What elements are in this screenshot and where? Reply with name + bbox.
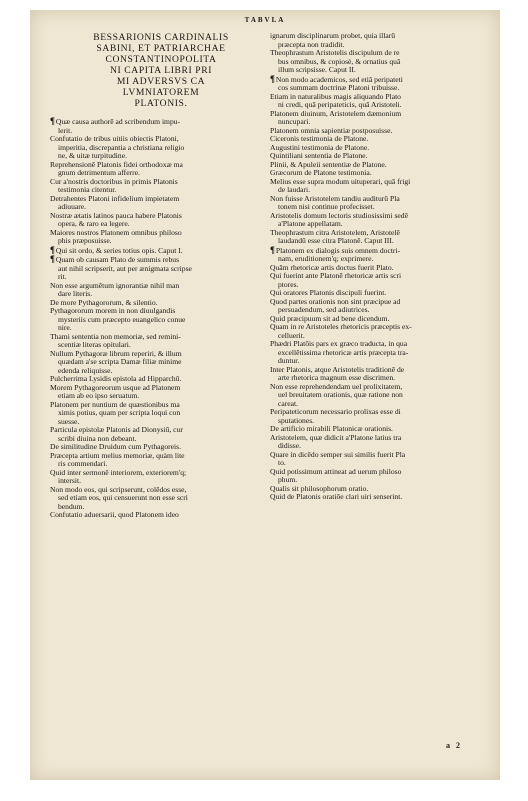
entry-line: arte rhetorica magnum esse discrimen. bbox=[278, 373, 396, 382]
entry-line: lerit. bbox=[58, 125, 73, 135]
entry-line: Qui oratores Platonis discipuli fuerint. bbox=[270, 288, 387, 297]
entry-line: Plinii, & Apuleii sententiæ de Platone. bbox=[270, 159, 387, 169]
entry-line: Particula epistolæ Platonis ad Dionysiū, cur bbox=[50, 425, 183, 434]
entry-line: phis præposuisse. bbox=[58, 236, 112, 245]
index-entry bbox=[270, 229, 492, 246]
entry-line: Præcepta artium melius memoriæ, quàm lite bbox=[50, 450, 185, 460]
index-entry bbox=[270, 93, 492, 110]
entry-line: mysteriis cum præcepto euangelico conue bbox=[58, 314, 186, 324]
entry-line: dare literis. bbox=[58, 289, 93, 298]
index-entry bbox=[50, 350, 260, 376]
entry-line: phum. bbox=[278, 475, 298, 484]
entry-line: gnum detrimentum afferre. bbox=[58, 168, 140, 177]
entry-line: Augustini testimonia de Platone. bbox=[270, 142, 370, 152]
entry-line: rit. bbox=[58, 272, 67, 281]
index-entry bbox=[270, 246, 492, 264]
entry-line: Quare in dicēdo semper sui similis fuerit Pla bbox=[270, 449, 406, 459]
index-entry bbox=[50, 246, 260, 256]
entry-line: opera, & raro ea legere. bbox=[58, 219, 130, 228]
entry-line: nam, eruditionem'q; exprimere. bbox=[278, 254, 374, 263]
entry-line: nire. bbox=[58, 323, 72, 332]
index-entry bbox=[270, 451, 492, 468]
entry-line: de laudari. bbox=[278, 185, 311, 194]
entry-line: scribi diuina non debeant. bbox=[58, 433, 137, 443]
entry-line: Pythagororum morem in non diuulgandis bbox=[50, 306, 176, 315]
index-entry bbox=[50, 452, 260, 469]
index-entry bbox=[270, 272, 492, 289]
entry-line: illum scripsisse. Caput II. bbox=[278, 65, 356, 74]
index-entry bbox=[270, 340, 492, 366]
index-entry bbox=[270, 493, 492, 502]
index-entry bbox=[50, 384, 260, 401]
entry-line: Morem Pythagoreorum usque ad Platonem bbox=[50, 382, 181, 392]
index-entry bbox=[50, 229, 260, 246]
entry-line: ¶ Non modo academicos, sed etiā peripateti bbox=[270, 75, 492, 85]
entry-line: Platonem diuinum, Aristotelem dæmonium bbox=[270, 108, 402, 118]
book-page bbox=[30, 10, 500, 780]
entry-line: adiuuare. bbox=[58, 202, 87, 211]
title-line: LVMNIATOREM bbox=[122, 87, 200, 98]
entry-line: sputationes. bbox=[278, 415, 315, 425]
entry-line: tonem nisi continue profecisset. bbox=[278, 202, 375, 211]
entry-line: Melius esse supra modum uituperari, quā frigi bbox=[270, 176, 411, 186]
entry-line: careat. bbox=[278, 398, 299, 408]
entry-line: Maiores nostros Platonem omnibus philoso bbox=[50, 227, 182, 237]
entry-line: Quām rhetoricæ artis doctus fuerit Plato. bbox=[270, 262, 394, 272]
entry-line: Pulcherrima Lysidis epistola ad Hipparchū. bbox=[50, 374, 182, 383]
left-column bbox=[50, 32, 260, 520]
title-line: SABINI, ET PATRIARCHAE bbox=[96, 43, 226, 54]
index-entry bbox=[270, 434, 492, 451]
entry-line: Qui fuerint ante Platonē rhetoricæ artis scri bbox=[270, 271, 402, 280]
entry-line: bendum. bbox=[58, 501, 85, 511]
entry-line: Reprehensionē Platonis fidei orthodoxæ ma bbox=[50, 159, 183, 169]
entry-line: Nullum Pythagoræ librum reperiri, & illum bbox=[50, 348, 182, 358]
entry-line: Platonem per nuntium de quæstionibus ma bbox=[50, 399, 180, 409]
entry-line: ¶ Quam ob causam Plato de summis rebus bbox=[50, 255, 260, 265]
entry-line: Detrahentes Platoni infidelium impietatem bbox=[50, 193, 180, 203]
right-entry-list bbox=[270, 32, 492, 502]
index-entry bbox=[270, 323, 492, 340]
entry-line: Quintiliani sententia de Platone. bbox=[270, 151, 368, 160]
index-entry bbox=[50, 307, 260, 333]
index-entry bbox=[270, 49, 492, 75]
entry-line: laudandū esse citra Platonē. Caput III. bbox=[278, 236, 394, 245]
entry-line: Cur a'nostris doctoribus in primis Platonis bbox=[50, 176, 178, 186]
entry-line: Non fuisse Aristotelem tandiu auditurū Pla bbox=[270, 193, 400, 203]
entry-line: intersit. bbox=[58, 476, 81, 485]
entry-line: persuadendum, sed adiutrices. bbox=[278, 305, 370, 314]
entry-line: aut nihil scripserit, aut per ænigmata scripse bbox=[58, 263, 192, 273]
index-entry bbox=[270, 468, 492, 485]
index-entry bbox=[270, 212, 492, 229]
index-entry bbox=[270, 383, 492, 409]
entry-line: Aristotelis domum lectoris studiosissimi sedē bbox=[270, 210, 408, 220]
title-line: CONSTANTINOPOLITA bbox=[105, 54, 217, 65]
entry-line: cos summam doctrinæ Platoni tribuisse. bbox=[278, 83, 400, 92]
entry-line: excellētissima rhetoricæ artis præcepta tra- bbox=[278, 347, 409, 357]
entry-line: nuncupari. bbox=[278, 117, 311, 126]
entry-line: ris commendari. bbox=[58, 459, 108, 468]
index-entry bbox=[50, 255, 260, 282]
entry-line: De more Pythagororum, & silentio. bbox=[50, 297, 158, 307]
entry-line: Confutatio aduersarii, quod Platonem ideo bbox=[50, 510, 179, 519]
entry-line: De artificio mirabili Platonicæ orationis. bbox=[270, 424, 393, 433]
index-entry bbox=[270, 32, 492, 49]
index-entry bbox=[50, 401, 260, 427]
index-entry bbox=[50, 426, 260, 443]
entry-line: a'Platone appellatam. bbox=[278, 219, 343, 228]
entry-line: Non modo eos, qui scripserunt, colēdos esse, bbox=[50, 484, 187, 494]
index-entry bbox=[50, 178, 260, 195]
entry-line: didisse. bbox=[278, 441, 301, 450]
entry-line: quædam a'se scripta Damæ filiæ minime bbox=[58, 357, 182, 366]
index-entry bbox=[270, 75, 492, 93]
entry-line: ignarum disciplinarum probet, quia illarū bbox=[270, 31, 396, 40]
running-head: TABVLA bbox=[244, 16, 286, 24]
index-entry bbox=[50, 212, 260, 229]
entry-line: ptores. bbox=[278, 279, 299, 289]
index-entry bbox=[50, 486, 260, 512]
entry-line: Confutatio de tribus uitiis obiectis Platoni, bbox=[50, 134, 179, 143]
entry-line: De similitudine Druidum cum Pythagoreis. bbox=[50, 442, 181, 451]
entry-line: ¶ Quæ causa authorē ad scribendum impu- bbox=[50, 117, 260, 127]
entry-line: Qualis sit philosophorum oratio. bbox=[270, 483, 369, 493]
entry-line: uel breuitatem orationis, quæ ratione non bbox=[278, 390, 403, 399]
entry-line: to. bbox=[278, 458, 286, 467]
entry-line: Quid inter sermonē interiorem, exteriorem'q; bbox=[50, 467, 187, 477]
entry-line: Quid potissimum attineat ad uerum philoso bbox=[270, 466, 402, 476]
entry-line: bus omnibus, & copiosè, & ornatius quā bbox=[278, 56, 401, 66]
entry-line: ¶ Platonem ex dialogis suis omnem doctri- bbox=[270, 246, 492, 256]
title-line: PLATONIS. bbox=[134, 98, 188, 109]
entry-line: Quid præcipuum sit ad bene dicendum. bbox=[270, 313, 390, 323]
entry-line: ni credi, quā peripateticis, quā Aristoteli. bbox=[278, 100, 402, 109]
index-entry bbox=[50, 282, 260, 299]
index-entry bbox=[50, 117, 260, 135]
entry-line: Non esse reprehendendam uel prolixitatem, bbox=[270, 381, 403, 391]
entry-line: Platonem omnia sapientiæ postposuisse. bbox=[270, 125, 393, 135]
entry-line: edenda reliquisse. bbox=[58, 365, 113, 375]
entry-line: Theophrastum Aristotelis discipulum de re bbox=[270, 48, 400, 57]
entry-line: Phædri Platōis pars ex græco traducta, in qua bbox=[270, 339, 408, 348]
entry-line: celluerit. bbox=[278, 330, 305, 340]
title-line: MI ADVERSVS CA bbox=[116, 76, 206, 87]
entry-line: Non esse argumētum ignorantiæ nihil man bbox=[50, 280, 180, 290]
right-column bbox=[270, 32, 492, 502]
index-entry bbox=[270, 178, 492, 195]
index-entry bbox=[50, 161, 260, 178]
entry-line: etiam ab eo ipso seruatum. bbox=[58, 391, 140, 400]
entry-line: Inter Platonis, atque Aristotelis traditionē de bbox=[270, 364, 405, 374]
title-line: BESSARIONIS CARDINALIS bbox=[93, 32, 229, 43]
entry-line: Ciceronis testimonia de Platone. bbox=[270, 134, 369, 143]
entry-line: sed etiam eos, qui censuerunt non esse scri bbox=[58, 493, 188, 502]
entry-line: ne, & uitæ turpitudine. bbox=[58, 151, 127, 160]
entry-line: scentiæ literas opitulari. bbox=[58, 340, 131, 349]
index-entry bbox=[270, 110, 492, 127]
index-title bbox=[62, 32, 260, 109]
index-entry bbox=[50, 333, 260, 350]
index-entry bbox=[50, 195, 260, 212]
index-entry bbox=[50, 135, 260, 161]
entry-line: Quod partes orationis non sint præcipue ad bbox=[270, 296, 401, 306]
entry-line: præcepta non tradidit. bbox=[278, 39, 345, 49]
index-entry bbox=[50, 469, 260, 486]
left-entry-list bbox=[50, 117, 260, 520]
entry-line: Thami sententia non memoriæ, sed remini- bbox=[50, 331, 181, 341]
entry-line: Peripateticorum necessario prolixas esse di bbox=[270, 407, 401, 416]
entry-line: testimonia citentur. bbox=[58, 185, 117, 194]
title-line: NI CAPITA LIBRI PRI bbox=[109, 65, 213, 76]
entry-line: ¶ Qui sit ordo, & series totius opis. Caput I. bbox=[50, 246, 260, 256]
index-entry bbox=[270, 408, 492, 425]
entry-line: Nostræ ætatis latinos pauca habere Platonis bbox=[50, 210, 182, 220]
entry-line: Theophrastum citra Aristotelem, Aristotelē bbox=[270, 227, 400, 237]
entry-line: Græcorum de Platone testimonia. bbox=[270, 168, 372, 177]
entry-line: Etiam in naturalibus magis aliquando Plato bbox=[270, 91, 401, 101]
index-entry bbox=[270, 195, 492, 212]
entry-line: duntur. bbox=[278, 356, 300, 365]
entry-line: Quid de Platonis oratiōe clari uiri senserint. bbox=[270, 492, 403, 501]
index-entry bbox=[50, 511, 260, 520]
signature-mark: a 2 bbox=[446, 741, 462, 750]
entry-line: ximis potius, quam per scripta loqui con bbox=[58, 408, 181, 417]
entry-line: imperitia, discrepantia a christiana religio bbox=[58, 142, 185, 152]
entry-line: Quam in re Aristoteles rhetoricis præceptis ex- bbox=[270, 322, 412, 331]
index-entry bbox=[270, 366, 492, 383]
entry-line: suesse. bbox=[58, 416, 80, 426]
index-entry bbox=[270, 298, 492, 315]
entry-line: Aristotelem, quæ didicit a'Platone latius tra bbox=[270, 432, 402, 442]
